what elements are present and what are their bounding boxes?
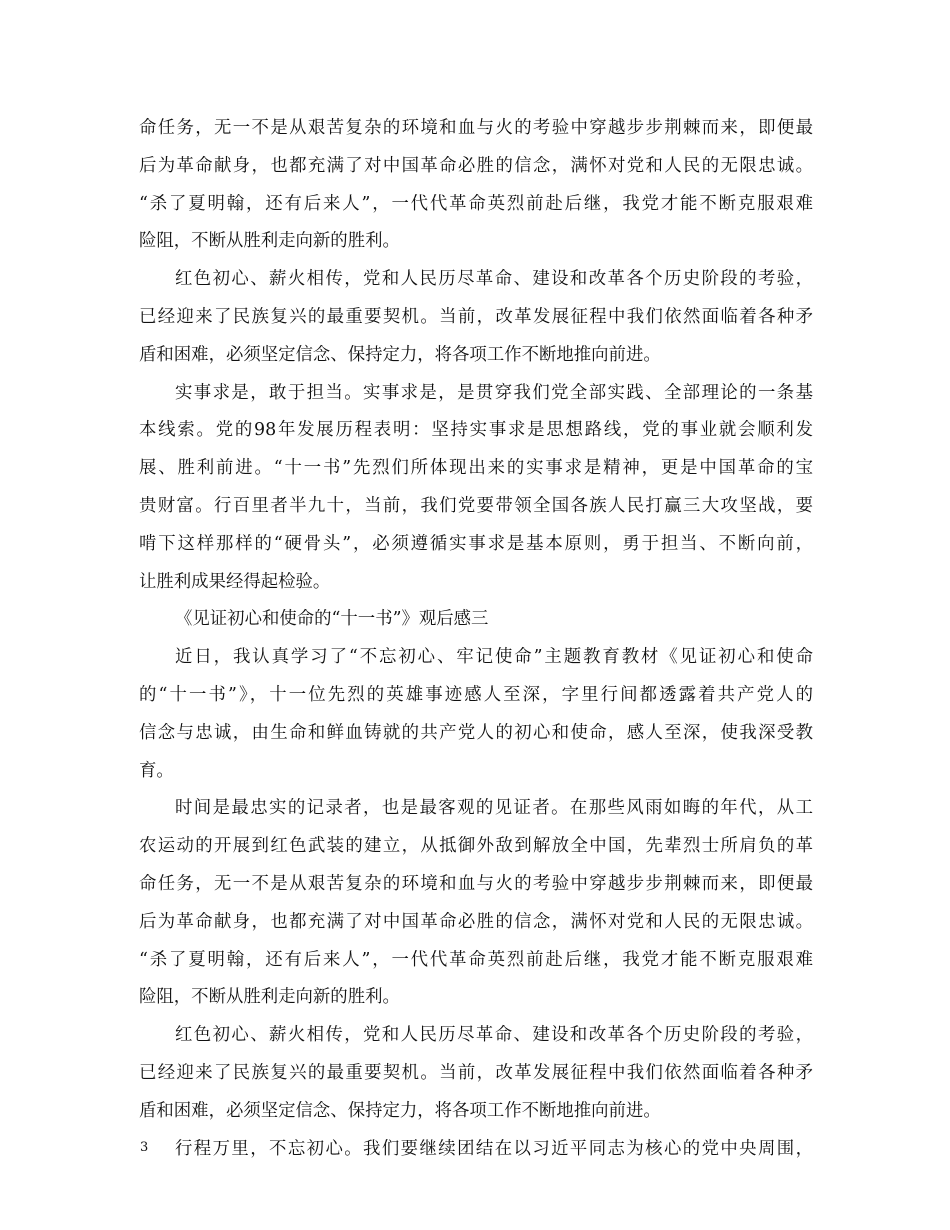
body-text <box>139 110 813 1168</box>
section-heading: 《见证初心和使命的“十一书”》观后感三 <box>175 609 489 630</box>
paragraph-line: 近日，我认真学习了“不忘初心、牢记使命”主题教育教材《见证初心和使命 <box>175 647 813 668</box>
paragraph-line: 育。 <box>139 760 174 781</box>
paragraph-line: 后为革命献身，也都充满了对中国革命必胜的信念，满怀对党和人民的无限忠诚。 <box>139 155 813 176</box>
paragraph-line: 命任务，无一不是从艰苦复杂的环境和血与火的考验中穿越步步荆棘而来，即便最 <box>139 118 813 138</box>
paragraph-line: 信念与忠诚，由生命和鲜血铸就的共产党人的初心和使命，感人至深，使我深受教 <box>139 722 813 743</box>
paragraph-line: 啃下这样那样的“硬骨头”，必须遵循实事求是基本原则，勇于担当、不断向前， <box>139 533 813 554</box>
paragraph-line: 命任务，无一不是从艰苦复杂的环境和血与火的考验中穿越步步荆棘而来，即便最 <box>139 873 813 894</box>
paragraph-line: 险阻，不断从胜利走向新的胜利。 <box>139 987 400 1008</box>
page-number: 3 <box>140 1140 149 1155</box>
paragraph-line: 让胜利成果经得起检验。 <box>139 571 331 592</box>
paragraph-line: 时间是最忠实的记录者，也是最客观的见证者。在那些风雨如晦的年代，从工 <box>175 798 813 819</box>
paragraph-line: 已经迎来了民族复兴的最重要契机。当前，改革发展征程中我们依然面临着各种矛 <box>139 306 813 327</box>
paragraph-line: 实事求是，敢于担当。实事求是，是贯穿我们党全部实践、全部理论的一条基 <box>175 382 813 403</box>
paragraph-line: 展、胜利前进。“十一书”先烈们所体现出来的实事求是精神，更是中国革命的宝 <box>139 458 813 479</box>
paragraph-line: 已经迎来了民族复兴的最重要契机。当前，改革发展征程中我们依然面临着各种矛 <box>139 1062 813 1083</box>
paragraph-line: 险阻，不断从胜利走向新的胜利。 <box>139 231 400 252</box>
paragraph-line: 行程万里，不忘初心。我们要继续团结在以习近平同志为核心的党中央周围， <box>175 1138 813 1159</box>
paragraph-line: “杀了夏明翰，还有后来人”，一代代革命英烈前赴后继，我党才能不断克服艰难 <box>139 949 813 970</box>
paragraph-line: 红色初心、薪火相传，党和人民历尽革命、建设和改革各个历史阶段的考验， <box>175 1025 813 1046</box>
paragraph-line: 本线索。党的98年发展历程表明：坚持实事求是思想路线，党的事业就会顺利发 <box>139 420 813 441</box>
paragraph-line: 农运动的开展到红色武装的建立，从抵御外敌到解放全中国，先辈烈士所肩负的革 <box>139 836 813 857</box>
paragraph-line: 的“十一书”》，十一位先烈的英雄事迹感人至深，字里行间都透露着共产党人的 <box>139 684 813 705</box>
paragraph-line: 后为革命献身，也都充满了对中国革命必胜的信念，满怀对党和人民的无限忠诚。 <box>139 911 813 932</box>
paragraph-line: 红色初心、薪火相传，党和人民历尽革命、建设和改革各个历史阶段的考验， <box>175 269 813 290</box>
paragraph-line: 贵财富。行百里者半九十，当前，我们党要带领全国各族人民打赢三大攻坚战，要 <box>139 495 813 516</box>
paragraph-line: “杀了夏明翰，还有后来人”，一代代革命英烈前赴后继，我党才能不断克服艰难 <box>139 193 813 214</box>
paragraph-line: 盾和困难，必须坚定信念、保持定力，将各项工作不断地推向前进。 <box>139 344 661 365</box>
paragraph-line: 盾和困难，必须坚定信念、保持定力，将各项工作不断地推向前进。 <box>139 1100 661 1121</box>
